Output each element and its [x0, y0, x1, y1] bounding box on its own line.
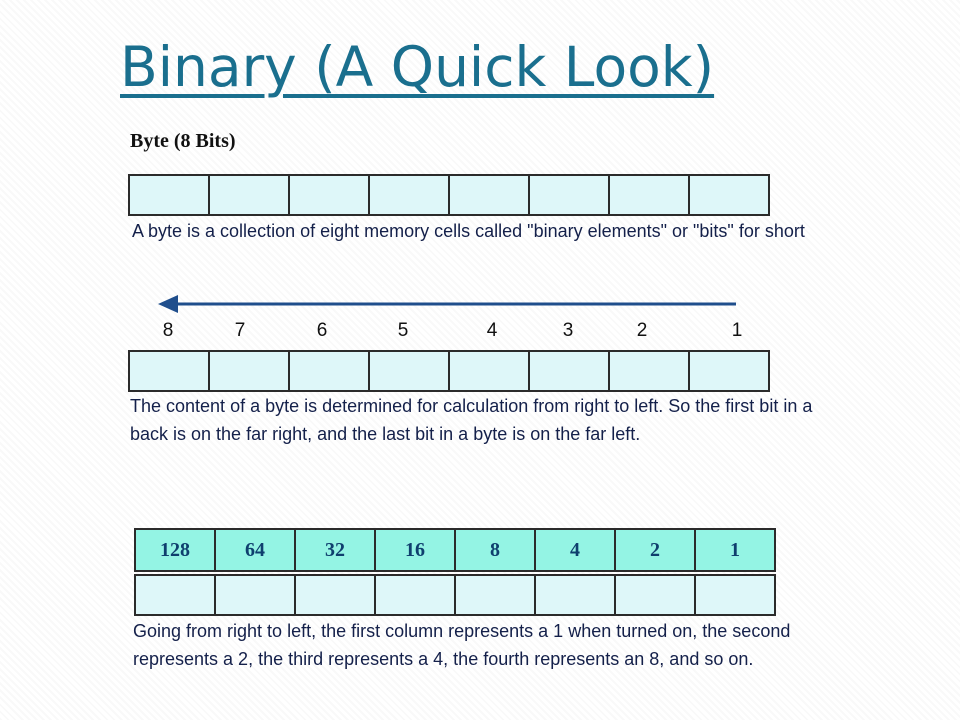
place-value-cell: 64 — [216, 528, 296, 572]
bit-number: 3 — [562, 320, 574, 341]
bit-number: 5 — [397, 320, 409, 341]
byte-cell — [456, 574, 536, 616]
place-value-cell: 128 — [136, 528, 216, 572]
byte-cells-row — [128, 350, 770, 392]
place-value-cell: 4 — [536, 528, 616, 572]
place-value-cell: 32 — [296, 528, 376, 572]
byte-cell — [690, 174, 770, 216]
place-value-cell: 1 — [696, 528, 776, 572]
byte-cell — [290, 350, 370, 392]
byte-cell — [130, 174, 210, 216]
byte-cell — [530, 350, 610, 392]
bit-number: 6 — [316, 320, 328, 341]
byte-cell — [610, 350, 690, 392]
byte-cell — [210, 350, 290, 392]
left-arrow-icon — [150, 292, 750, 316]
byte-cells-row — [128, 174, 770, 216]
byte-cell — [210, 174, 290, 216]
byte-cell — [296, 574, 376, 616]
byte-cell — [696, 574, 776, 616]
byte-cell — [530, 174, 610, 216]
bit-number: 4 — [486, 320, 498, 341]
place-value-cell: 8 — [456, 528, 536, 572]
bit-order-text: The content of a byte is determined for calculation from right to left. So the first bit in a back is on the far right, and the last bit in a byte is on the far left. — [130, 396, 813, 444]
bit-number: 7 — [234, 320, 246, 341]
byte-cell — [216, 574, 296, 616]
place-values-row — [134, 528, 776, 572]
byte-cell — [610, 174, 690, 216]
place-value-cell: 2 — [616, 528, 696, 572]
bit-number: 1 — [731, 320, 743, 341]
place-value-explanation-text: Going from right to left, the first column represents a 1 when turned on, the second represents a 2, the third represents a 4, the fourth represents an 8, and so on. — [133, 621, 791, 669]
byte-cell — [130, 350, 210, 392]
byte-cell — [450, 174, 530, 216]
byte-cell — [290, 174, 370, 216]
byte-heading: Byte (8 Bits) — [130, 130, 236, 152]
bit-number: 2 — [636, 320, 648, 341]
byte-cell — [450, 350, 530, 392]
byte-cell — [536, 574, 616, 616]
byte-cell — [136, 574, 216, 616]
byte-cell — [376, 574, 456, 616]
place-value-cell: 16 — [376, 528, 456, 572]
slide-title: Binary (A Quick Look) — [120, 35, 715, 99]
bit-number: 8 — [162, 320, 174, 341]
byte-cell — [690, 350, 770, 392]
byte-cell — [370, 174, 450, 216]
byte-cells-row — [134, 574, 776, 616]
byte-cell — [370, 350, 450, 392]
byte-definition-text: A byte is a collection of eight memory cells called "binary elements" or "bits" for short — [132, 221, 805, 241]
byte-cell — [616, 574, 696, 616]
